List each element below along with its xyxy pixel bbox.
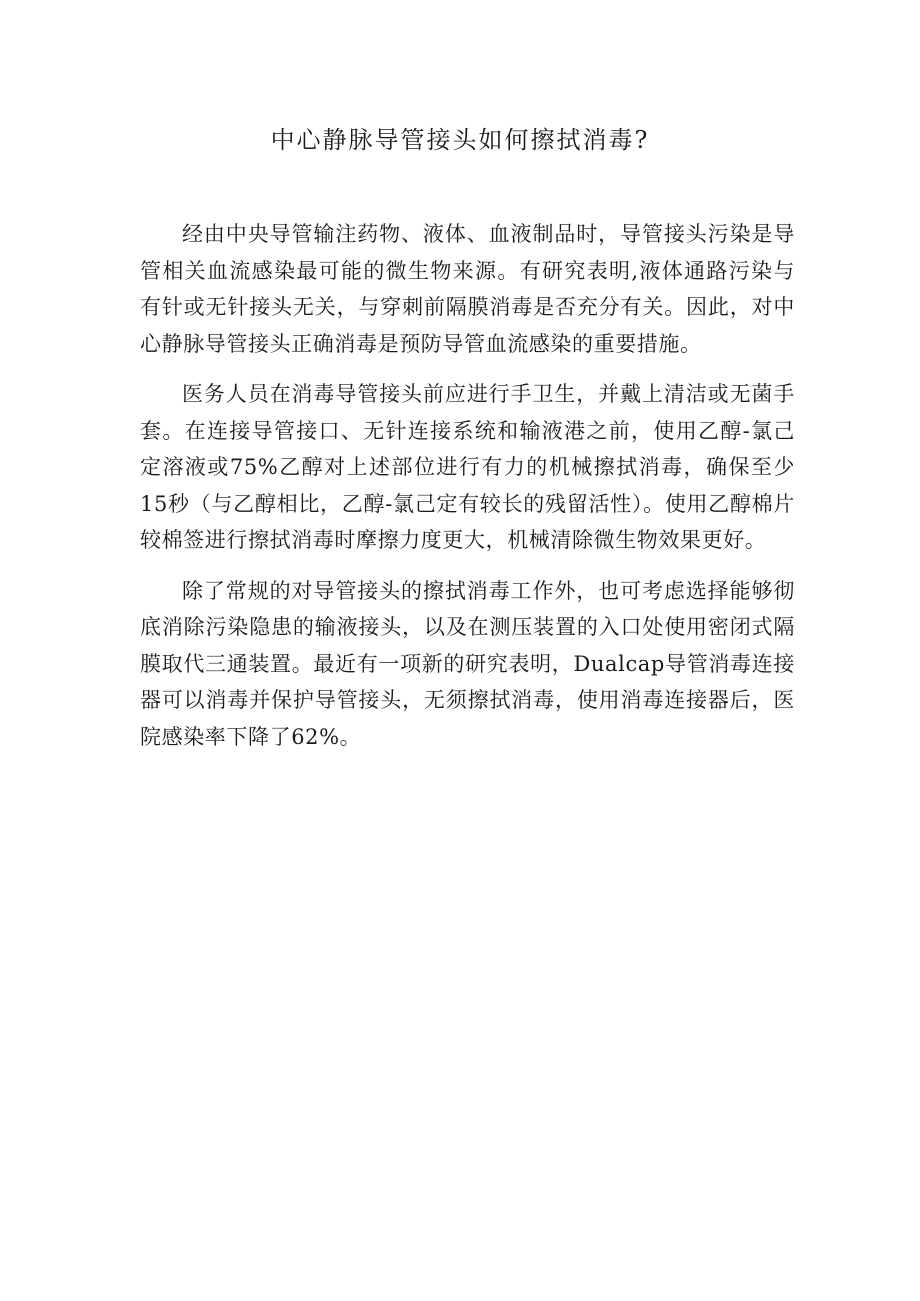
- paragraph-1: 经由中央导管输注药物、液体、血液制品时，导管接头污染是导管相关血流感染最可能的微生物来源。有研究表明,液体通路污染与有针或无针接头无关，与穿刺前隔膜消毒是否充分有关。因此，对中心静脉导管接头正确消毒是预防导管血流感染的重要措施。: [140, 222, 795, 356]
- page-title: 中心静脉导管接头如何擦拭消毒?: [270, 126, 650, 154]
- paragraph-2: 医务人员在消毒导管接头前应进行手卫生，并戴上清洁或无菌手套。在连接导管接口、无针连接系统和输液港之前，使用乙醇-氯己定溶液或75%乙醇对上述部位进行有力的机械擦拭消毒，确保至少15秒（与乙醇相比，乙醇-氯己定有较长的残留活性）。使用乙醇棉片较棉签进行擦拭消毒时摩擦力度更大，机械清除微生物效果更好。: [140, 382, 795, 552]
- document-body: [140, 216, 795, 769]
- paragraph-3: 除了常规的对导管接头的擦拭消毒工作外，也可考虑选择能够彻底消除污染隐患的输液接头，以及在测压装置的入口处使用密闭式隔膜取代三通装置。最近有一项新的研究表明，Dualcap导管消毒连接器可以消毒并保护导管接头，无须擦拭消毒，使用消毒连接器后，医院感染率下降了62%。: [140, 578, 795, 749]
